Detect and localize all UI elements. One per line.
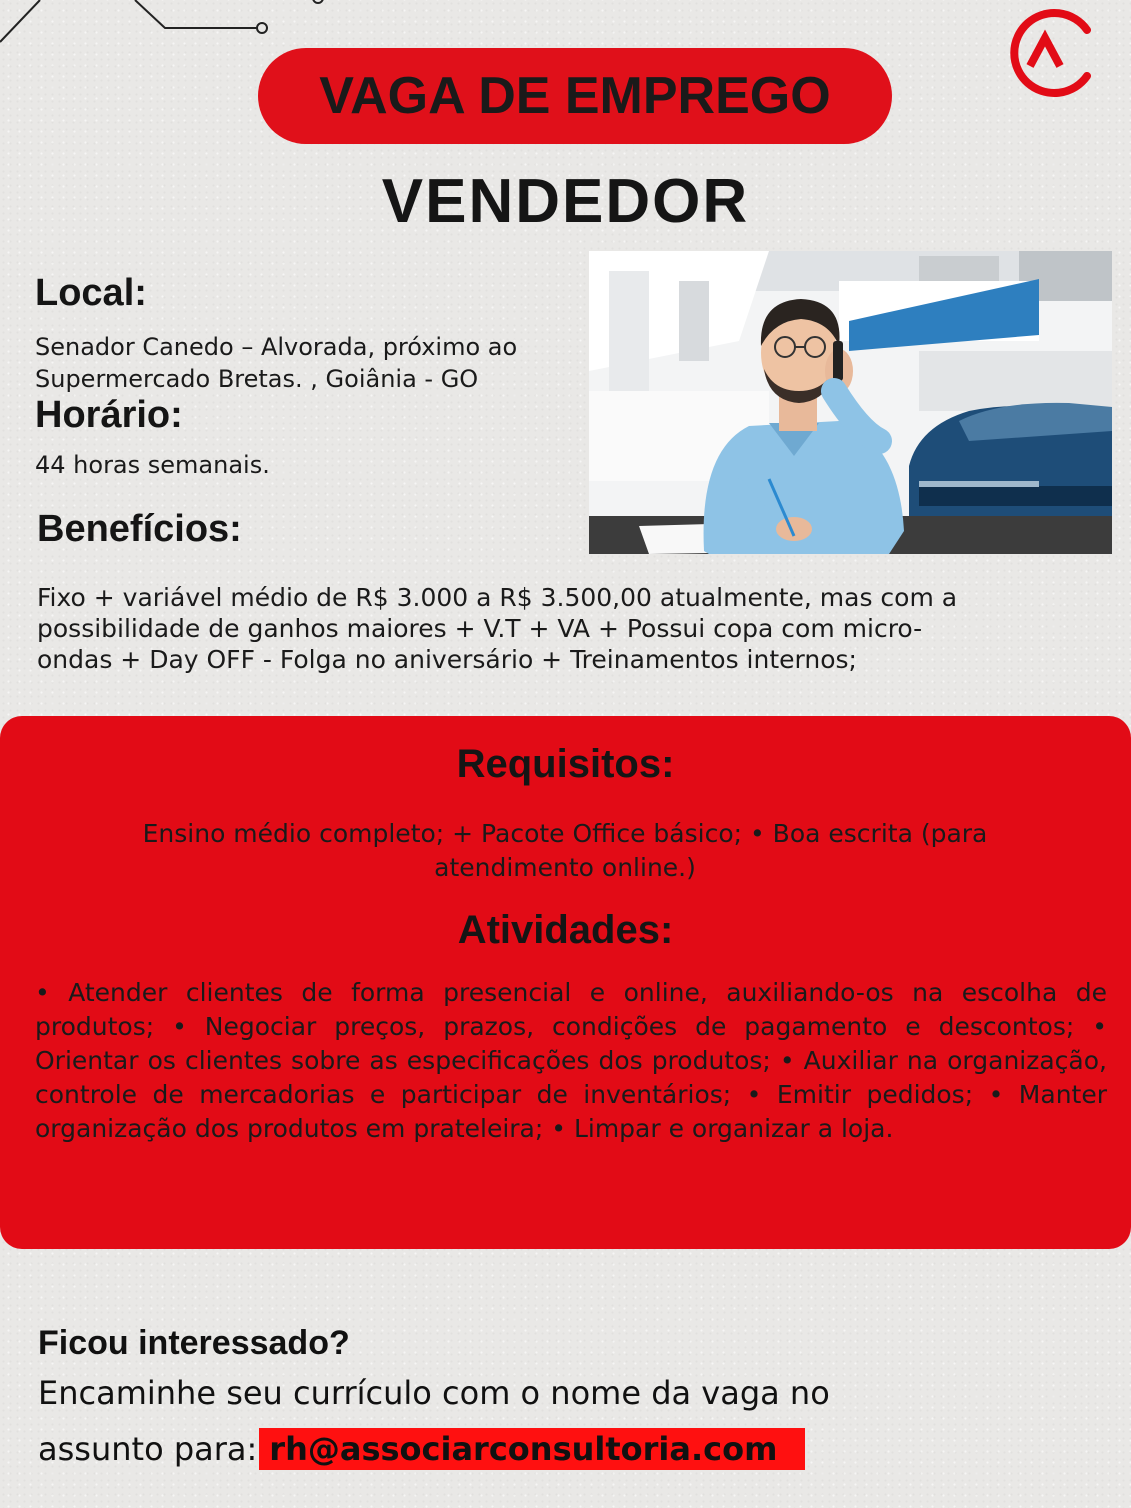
local-line-1: Senador Canedo – Alvorada, próximo ao [35, 333, 518, 361]
beneficios-line-3: ondas + Day OFF - Folga no aniversário + Treinamentos internos; [37, 645, 857, 674]
beneficios-line-1: Fixo + variável médio de R$ 3.000 a R$ 3.500,00 atualmente, mas com a [37, 583, 958, 612]
banner-title: VAGA DE EMPREGO [319, 67, 831, 125]
beneficios-heading: Benefícios: [37, 508, 242, 550]
beneficios-text [37, 582, 1077, 675]
horario-text: 44 horas semanais. [35, 451, 270, 479]
cta-instruction: Encaminhe seu currículo com o nome da vaga no [38, 1374, 830, 1412]
local-text [35, 331, 585, 395]
associar-logo-icon [990, 8, 1100, 98]
requisitos-line-1: Ensino médio completo; + Pacote Office básico; • Boa escrita (para [142, 819, 988, 848]
cta-email-prefix: assunto para: [38, 1430, 258, 1468]
local-line-2: Supermercado Bretas. , Goiânia - GO [35, 365, 479, 393]
local-heading: Local: [35, 272, 147, 314]
job-title: VENDEDOR [381, 167, 750, 236]
requisitos-text [70, 817, 1060, 885]
salesman-photo [589, 251, 1112, 554]
beneficios-line-2: possibilidade de ganhos maiores + V.T + VA + Possui copa com micro- [37, 614, 923, 643]
cta-question: Ficou interessado? [38, 1324, 350, 1362]
atividades-text: • Atender clientes de forma presencial e online, auxiliando-os na escolha de produtos; • Negociar preços, prazos, condições de pagamento e descontos; • Orientar os clientes sobre as especificações dos produtos; • Auxiliar na organização, controle de mercadorias e participar de inventários; • Emitir pedidos; • Manter organização dos produtos em prateleira; • Limpar e organizar a loja. [35, 978, 1107, 1143]
email-link[interactable]: rh@associarconsultoria.com [259, 1428, 805, 1470]
job-banner [258, 48, 892, 144]
cta-email-line [38, 1428, 805, 1470]
requisitos-heading: Requisitos: [456, 742, 675, 786]
horario-heading: Horário: [35, 394, 183, 436]
atividades-heading: Atividades: [457, 908, 674, 952]
requisitos-line-2: atendimento online.) [434, 853, 696, 882]
